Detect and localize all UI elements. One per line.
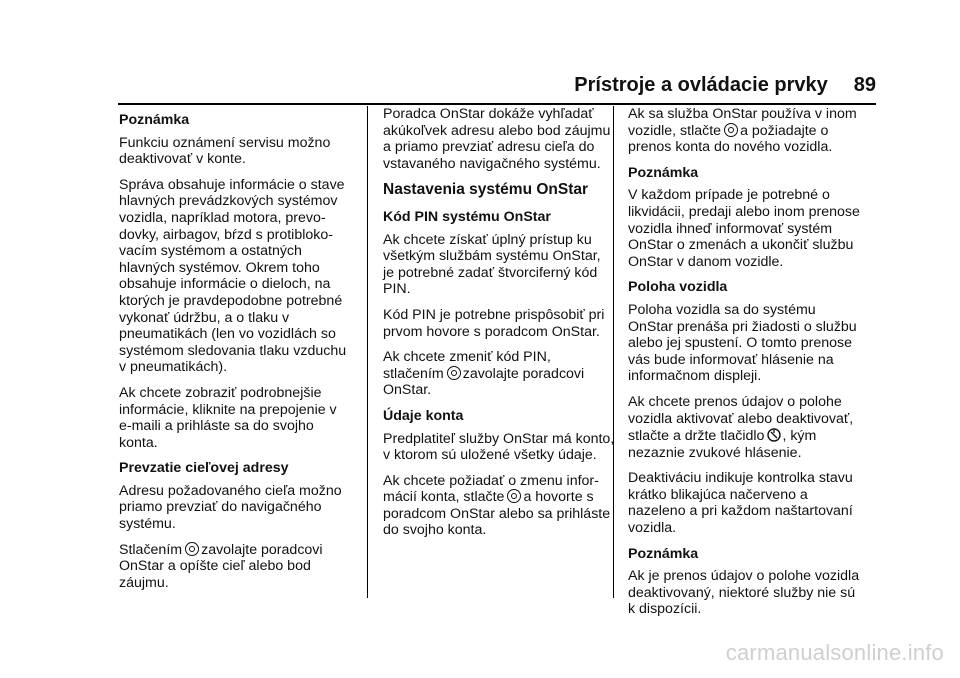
- instruction: [383, 473, 615, 539]
- instruction-text: Ak chcete prenos údajov o polohe vozidla aktivovať alebo deaktivovať, stlačte a držte tlačidlo: [628, 393, 854, 445]
- onstar-button-icon: [185, 542, 199, 556]
- paragraph: Poradca OnStar dokáže vyhľadať akúkoľvek adresu alebo bod záujmu a priamo prevziať adresu cieľa do vstavaného navigačného systému.: [383, 106, 611, 172]
- instruction: [628, 106, 860, 156]
- note-text: Ak je prenos údajov o polohe vozidla deaktivovaný, niektoré služby nie sú k dispozícii.: [628, 568, 860, 618]
- destination-heading: Prevzatie cieľovej adresy: [119, 460, 289, 477]
- paragraph: Predplatiteľ služby OnStar má konto, v ktorom sú uložené všetky údaje.: [383, 430, 615, 464]
- note-heading: Poznámka: [119, 112, 190, 128]
- instruction-text: zavolajte poradcovi OnStar.: [383, 365, 585, 399]
- column-1: [119, 112, 351, 600]
- instruction-text: Ak sa služba OnStar používa v inom vozidle, stlačte: [628, 106, 857, 139]
- header-rule: [118, 103, 876, 105]
- column-divider: [367, 106, 368, 598]
- column-2: [383, 106, 615, 548]
- paragraph: Poloha vozidla sa do systému OnStar prenáša pri žiadosti o službu alebo jej spustení. O tomto prenose vás bude informovať hlásenie na informačnom displeji.: [628, 301, 857, 385]
- instruction-text: a hovorte s poradcom OnStar alebo sa prihláste do svojho konta.: [383, 489, 611, 539]
- instruction-text: , kým nezaznie zvukové hlásenie.: [628, 428, 817, 461]
- paragraph: Správa obsahuje informácie o stave hlavných prevádzkových systémov vozidla, napríklad motora, prevo-dovky, airbagov, bŕzd s protibloko-vacím systémom a ostatných hlavných systémov. Okrem toho obsahuje informácie o dieloch, na ktorých je pravdepodobne potrebné vykonať údržbu, a o tlaku v pneumatikách (len vo vozidlách so systémom sledovania tlaku vzduchu v pneumatikách).: [119, 176, 347, 376]
- section-heading: Nastavenia systému OnStar: [383, 181, 589, 199]
- paragraph: Adresu požadovaného cieľa možno priamo prevziať do navigačného systému.: [119, 482, 342, 533]
- note-heading: Poznámka: [628, 164, 699, 181]
- watermark: carmanualsonline.info: [725, 640, 944, 665]
- location-heading: Poloha vozidla: [628, 279, 728, 296]
- column-3: [628, 106, 860, 627]
- section-title: Prístroje a ovládacie prvky: [574, 74, 828, 96]
- paragraph: Deaktiváciu indikuje kontrolka stavu krátko blikajúca načerveno a nazeleno a pri každom naštartovaní vozidla.: [628, 470, 853, 537]
- account-heading: Údaje konta: [383, 407, 464, 424]
- page-header: [574, 74, 876, 97]
- paragraph: Ak chcete zobraziť podrobnejšie informácie, kliknite na prepojenie v e-maili a prihláste sa do svojho konta.: [119, 384, 337, 451]
- note-heading: Poznámka: [628, 545, 699, 562]
- onstar-button-icon: [507, 489, 521, 503]
- privacy-button-icon: [767, 427, 781, 443]
- instruction: [119, 542, 351, 592]
- pin-heading: Kód PIN systému OnStar: [383, 208, 551, 225]
- instruction-text: Ak chcete požiadať o zmenu infor-mácií konta, stlačte: [383, 472, 599, 506]
- page-number: 89: [853, 74, 876, 96]
- note-text: V každom prípade je potrebné o likvidácii, predaji alebo inom prenose vozidla ihneď informovať systém OnStar o zmenách a ukončiť službu OnStar v danom vozidle.: [628, 187, 860, 270]
- instruction-text: a požiadajte o prenos konta do nového vozidla.: [628, 122, 833, 156]
- paragraph: Kód PIN je potrebne prispôsobiť pri prvom hovore s poradcom OnStar.: [383, 306, 605, 340]
- instruction: [383, 349, 615, 399]
- onstar-button-icon: [447, 366, 461, 380]
- note-text: Funkciu oznámení servisu možno deaktivovať v konte.: [119, 134, 331, 168]
- instruction: [628, 394, 860, 461]
- instruction-text: Stlačením: [119, 541, 183, 558]
- instruction-text: zavolajte poradcovi OnStar a opíšte cieľ alebo bod záujmu.: [119, 541, 323, 591]
- onstar-button-icon: [724, 123, 738, 137]
- instruction-text: Ak chcete zmeniť kód PIN, stlačením: [383, 349, 551, 382]
- paragraph: Ak chcete získať úplný prístup ku všetkým službám systému OnStar, je potrebné zadať štvorciferný kód PIN.: [383, 231, 601, 298]
